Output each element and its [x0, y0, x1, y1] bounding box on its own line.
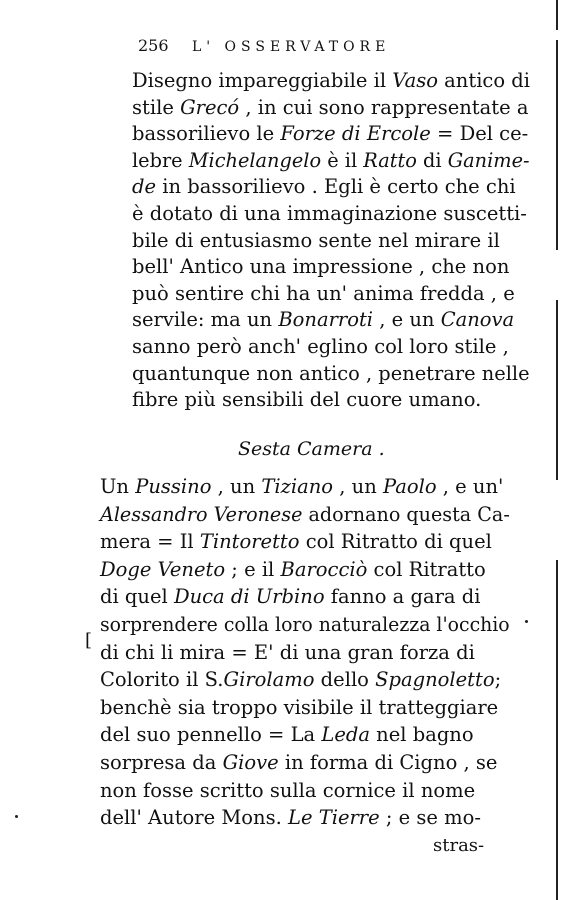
text-line	[132, 309, 514, 331]
text-segment: mera = Il	[100, 530, 200, 554]
text-line	[100, 504, 510, 526]
italic-text: Girolamo	[223, 668, 315, 692]
text-line	[100, 531, 492, 553]
text-segment: bile di entusiasmo sente nel mirare il	[132, 228, 500, 252]
text-line	[100, 476, 503, 498]
italic-text: Duca di Urbino	[173, 585, 325, 609]
text-segment: adornano questa Ca-	[302, 502, 510, 526]
italic-text: Pussino	[135, 475, 212, 498]
text-segment: nel bagno	[369, 723, 474, 747]
text-line	[100, 697, 498, 719]
page-edge	[555, 0, 559, 900]
text-line	[100, 780, 475, 802]
text-segment: dell' Autore Mons.	[100, 806, 289, 830]
italic-text: Spagnoletto	[375, 668, 495, 692]
text-line	[100, 724, 474, 746]
page-number: 256	[138, 36, 169, 55]
text-segment: , e un'	[436, 475, 504, 498]
text-line	[132, 336, 509, 358]
italic-text: Vaso	[392, 69, 438, 92]
text-segment: può sentire chi ha un' anima fredda , e	[132, 281, 515, 305]
text-segment: ;	[494, 668, 502, 692]
text-segment: , un	[211, 475, 262, 498]
italic-text: Forze di Ercole	[280, 122, 431, 146]
text-segment: lebre	[132, 148, 189, 172]
text-line	[100, 586, 480, 608]
text-line	[100, 669, 501, 691]
text-segment: ; e se mo-	[379, 806, 481, 830]
text-segment: sorprendere colla loro naturalezza l'occhio	[100, 613, 510, 636]
text-segment: antico di	[437, 69, 531, 92]
text-segment: bassorilievo le	[132, 122, 281, 146]
text-segment: è il	[321, 148, 364, 172]
italic-text: Canova	[440, 308, 515, 332]
catchword: stras-	[433, 835, 485, 856]
text-segment: fanno a gara di	[324, 585, 481, 609]
italic-text: Giove	[222, 751, 279, 774]
text-line	[132, 389, 481, 411]
text-line	[132, 230, 500, 252]
text-line	[100, 642, 475, 664]
text-segment: ; e il	[225, 557, 281, 581]
italic-text: Le Tierre	[288, 806, 380, 830]
text-line	[100, 807, 481, 829]
text-segment: Un	[100, 475, 136, 498]
text-line	[132, 256, 509, 278]
running-title: L' OSSERVATORE	[191, 39, 391, 55]
text-segment: non fosse scritto sulla cornice il nome	[100, 778, 476, 802]
italic-text: Doge Veneto	[100, 557, 226, 581]
italic-text: Tiziano	[261, 475, 334, 498]
text-line	[132, 97, 528, 119]
text-line	[100, 614, 510, 636]
text-line	[132, 150, 530, 172]
text-line	[132, 363, 530, 385]
italic-text: Tintoretto	[199, 530, 300, 554]
italic-text: Leda	[321, 723, 370, 747]
page-header	[138, 36, 390, 56]
text-segment: di chi li mira = E' di una gran forza di	[100, 640, 475, 664]
text-segment: Colorito il S.	[100, 668, 224, 692]
text-segment: bell' Antico una impressione , che non	[132, 255, 510, 279]
text-segment: , in cui sono rappresentate a	[239, 95, 529, 119]
text-segment: quantunque non antico , penetrare nelle	[132, 361, 530, 385]
text-segment: in forma di Cigno , se	[278, 751, 498, 774]
text-line	[132, 203, 527, 225]
text-segment: servile: ma un	[132, 308, 279, 332]
text-segment: col Ritratto di quel	[299, 530, 492, 554]
italic-text: Bonarroti	[278, 308, 374, 332]
text-line	[100, 559, 486, 581]
text-line	[132, 123, 528, 145]
text-segment: del suo pennello = La	[100, 723, 322, 747]
italic-text: Barocciò	[280, 557, 368, 581]
text-segment: stile	[132, 95, 181, 119]
italic-text: Michelangelo	[188, 148, 322, 172]
text-segment: Disegno impareggiabile il	[132, 69, 393, 92]
text-line	[100, 752, 497, 774]
italic-text: de	[132, 175, 157, 199]
text-segment: di	[416, 148, 448, 172]
margin-mark: [	[85, 630, 93, 651]
text-segment: benchè sia troppo visibile il tratteggiare	[100, 695, 499, 719]
text-line	[132, 283, 515, 305]
text-segment: , un	[333, 475, 383, 498]
italic-text: Grecó	[180, 95, 240, 119]
italic-text: Ratto	[363, 148, 417, 172]
italic-text: Alessandro Veronese	[100, 502, 303, 526]
ink-speck	[15, 815, 18, 818]
section-heading: Sesta Camera .	[238, 438, 385, 460]
text-segment: in bassorilievo . Egli è certo che chi	[156, 175, 516, 199]
ink-speck	[525, 620, 528, 623]
text-segment: col Ritratto	[367, 557, 486, 581]
text-segment: è dotato di una immaginazione suscetti-	[132, 202, 527, 225]
italic-text: Ganime-	[447, 148, 530, 172]
text-segment: fibre più sensibili del cuore umano.	[132, 388, 482, 412]
text-line	[132, 70, 530, 92]
text-segment: di quel	[100, 585, 174, 609]
text-segment: sanno però anch' eglino col loro stile ,	[132, 335, 509, 358]
text-line	[132, 176, 516, 198]
text-segment: , e un	[373, 308, 441, 332]
text-segment: = Del ce-	[430, 122, 529, 146]
text-segment: sorpresa da	[100, 751, 223, 774]
text-segment: dello	[314, 668, 376, 692]
italic-text: Paolo	[382, 475, 437, 498]
